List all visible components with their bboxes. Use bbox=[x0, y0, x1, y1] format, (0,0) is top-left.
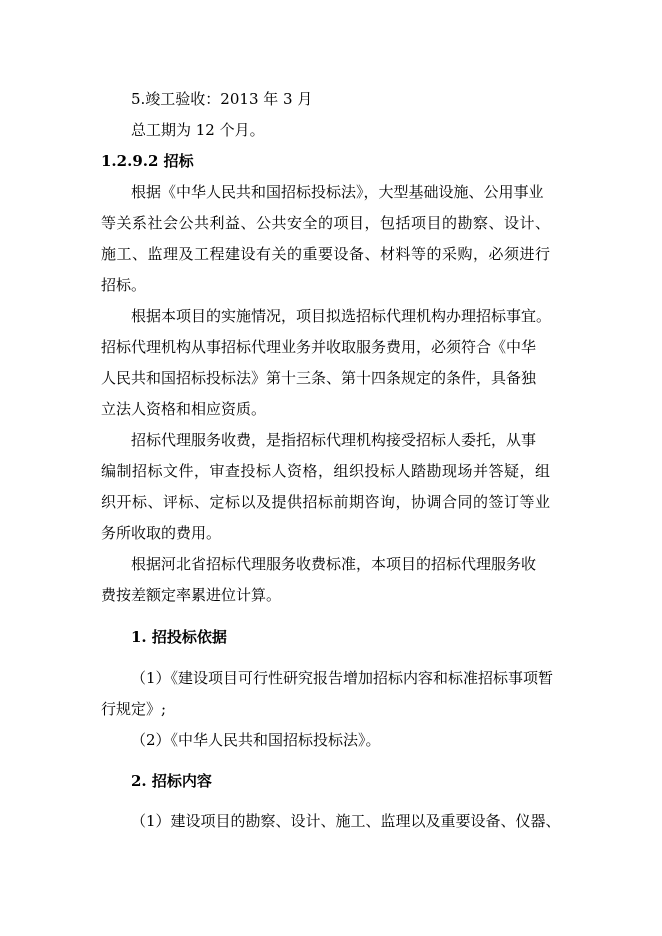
paragraph-line: 招标代理机构从事招标代理业务并收取服务费用，必须符合《中华 bbox=[101, 338, 537, 356]
section-heading-bidding: 1.2.9.2 招标 bbox=[101, 152, 194, 170]
paragraph-line: 编制招标文件，审查投标人资格，组织投标人踏勘现场并答疑，组 bbox=[101, 462, 551, 480]
paragraph-line: 人民共和国招标投标法》第十三条、第十四条规定的条件，具备独 bbox=[101, 369, 537, 387]
paragraph-line: 费按差额定率累进位计算。 bbox=[101, 586, 282, 604]
paragraph-line: 织开标、评标、定标以及提供招标前期咨询，协调合同的签订等业 bbox=[101, 493, 551, 511]
paragraph-line: 施工、监理及工程建设有关的重要设备、材料等的采购，必须进行 bbox=[101, 245, 551, 263]
list-item: （1）《建设项目可行性研究报告增加招标内容和标准招标事项暂 bbox=[131, 669, 554, 687]
paragraph-line: 招标。 bbox=[101, 276, 147, 294]
paragraph-line: 根据河北省招标代理服务收费标准，本项目的招标代理服务收 bbox=[131, 555, 537, 573]
subheading-bidding-basis: 1. 招投标依据 bbox=[131, 628, 227, 646]
paragraph-line: 根据《中华人民共和国招标投标法》，大型基础设施、公用事业 bbox=[131, 183, 544, 201]
list-item-continuation: 行规定》; bbox=[101, 700, 167, 718]
total-period-line: 总工期为 12 个月。 bbox=[131, 121, 265, 139]
paragraph-line: 招标代理服务收费，是指招标代理机构接受招标人委托，从事 bbox=[131, 431, 537, 449]
list-item: （1）建设项目的勘察、设计、施工、监理以及重要设备、仪器、 bbox=[131, 812, 561, 830]
paragraph-line: 根据本项目的实施情况，项目拟选招标代理机构办理招标事宜。 bbox=[131, 307, 552, 325]
completion-acceptance-line: 5.竣工验收：2013 年 3 月 bbox=[131, 90, 313, 108]
list-item: （2）《中华人民共和国招标投标法》。 bbox=[131, 731, 381, 749]
subheading-bidding-content: 2. 招标内容 bbox=[131, 772, 212, 790]
paragraph-line: 等关系社会公共利益、公共安全的项目，包括项目的勘察、设计、 bbox=[101, 214, 551, 232]
paragraph-line: 立法人资格和相应资质。 bbox=[101, 400, 267, 418]
paragraph-line: 务所收取的费用。 bbox=[101, 524, 222, 542]
